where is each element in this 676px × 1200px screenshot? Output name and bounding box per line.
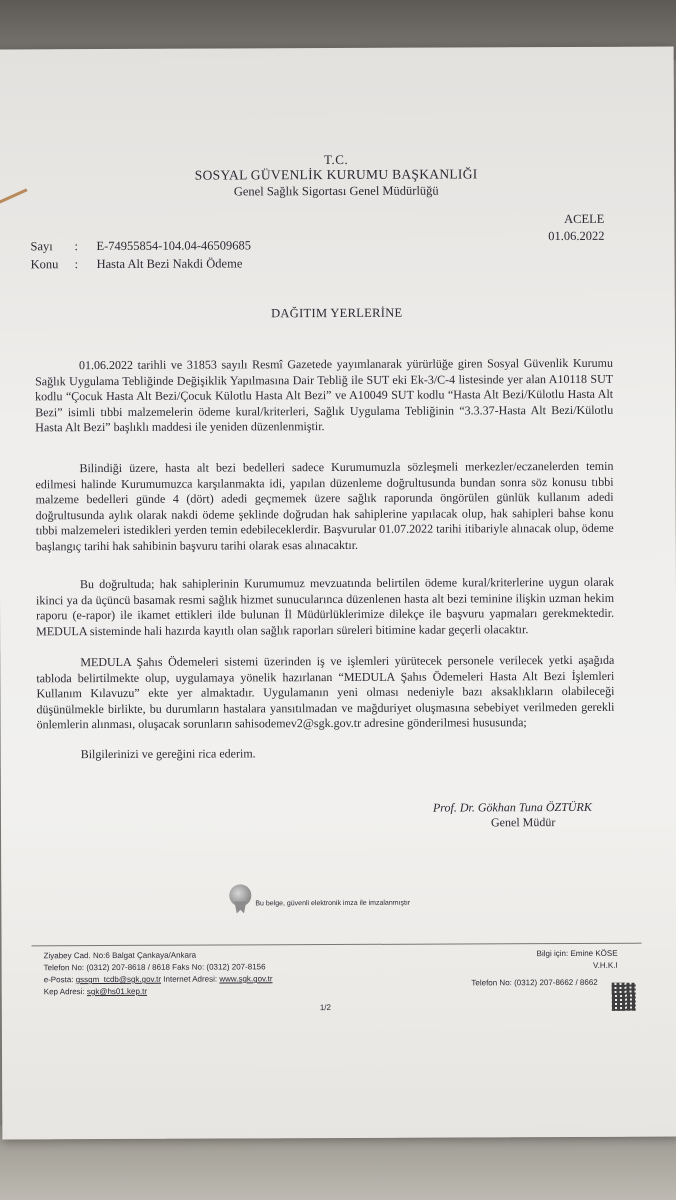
signer-title: Genel Müdür (490, 815, 556, 830)
page-number: 1/2 (319, 1003, 331, 1013)
info-line (537, 948, 618, 960)
footer-contact (44, 949, 273, 998)
seal-ribbon-icon (234, 901, 246, 913)
email-link[interactable]: gssgm_tcdb@sgk.gov.tr (75, 974, 162, 985)
kep-label: Kep Adresi: (43, 987, 85, 997)
web-link[interactable]: www.sgk.gov.tr (219, 974, 273, 984)
konu-label: Konu (30, 257, 59, 272)
priority-label: ACELE (564, 211, 605, 227)
sayi-colon: : (74, 239, 78, 254)
e-signature-note: Bu belge, güvenli elektronik imza ile imzalanmıştır (255, 899, 411, 908)
signer-name: Prof. Dr. Gökhan Tuna ÖZTÜRK (432, 799, 592, 815)
qr-code-icon (612, 983, 636, 1011)
footer-address: Ziyabey Cad. No:6 Balgat Çankaya/Ankara (43, 950, 197, 961)
meta-konu (31, 256, 243, 272)
footer-divider (32, 943, 642, 947)
contact-telephone: Telefon No: (0312) 207-8662 / 8662 (471, 977, 598, 988)
kep-link[interactable]: sgk@hs01.kep.tr (86, 986, 148, 997)
sayi-value: E-74955854-104.04-46509685 (96, 238, 252, 254)
footer-info (537, 948, 618, 972)
info-name: Emine KÖSE (570, 948, 618, 958)
web-label: Internet Adresi: (163, 974, 218, 984)
header-tc: T.C. (323, 151, 349, 168)
footer-tel-fax: Telefon No: (0312) 207-8618 / 8618 Faks No: (0312) 207-8156 (43, 962, 266, 973)
header-organization: SOSYAL GÜVENLİK KURUMU BAŞKANLIĞI (194, 166, 478, 183)
info-role: V.H.K.I (592, 960, 618, 970)
info-label: Bilgi için: (536, 948, 569, 959)
header-department: Genel Sağlık Sigortası Genel Müdürlüğü (233, 183, 439, 199)
footer-email-web (44, 973, 273, 986)
konu-value: Hasta Alt Bezi Nakdi Ödeme (96, 256, 243, 272)
meta-sayi (30, 238, 251, 254)
document-date: 01.06.2022 (548, 228, 605, 244)
body-paragraph-1: 01.06.2022 tarihli ve 31853 sayılı Resmî Gazetede yayımlanarak yürürlüğe giren Sosyal Güvenlik Kurumu Sağlık Uygulama Tebliğinde Değişiklik Yapılmasına Dair Tebliğ ile SUT eki Ek-3/C-4 listesinde yer alan A10118 SUT kodlu “Çocuk Hasta Alt Bezi/Çocuk Külotlu Hasta Alt Bezi” ve A10049 SUT kodlu “Hasta Alt Bezi/Külotlu Hasta Alt Bezi” isimli tıbbi malzemelerin ödeme kural/kriterleri, Sağlık Uygulama Tebliğinin “3.3.37-Hasta Alt Bezi/Külotlu Hasta Alt Bezi” başlıklı maddesi ile yeniden düzenlenmiştir. (35, 355, 614, 435)
document-page (0, 47, 676, 1140)
body-paragraph-4: MEDULA Şahıs Ödemeleri sistemi üzerinden iş ve işlemleri yürütecek personele verilecek yetki aşağıda tabloda belirtilmekte olup, uygulamaya yönelik hazırlanan “MEDULA Şahıs Ödemeleri Hasta Alt Bezi İşlemleri Kullanım Kılavuzu” ekte yer almaktadır. Uygulamanın yeni olması nedeniyle bazı aksaklıkların olabileceği düşünülmekle birlikte, bu durumların hastalara yansıtılmadan ve mağduriyet oluşmasına sebebiyet verilmeden gerekli önlemlerin alınması, oluşacak sorunların sahisodemev2@sgk.gov.tr adresine gönderilmesi hususunda; (36, 652, 615, 732)
body-paragraph-5: Bilgilerinizi ve gereğini rica ederim. (80, 746, 256, 762)
footer-kep (44, 985, 273, 998)
sayi-label: Sayı (30, 239, 53, 254)
email-label: e-Posta: (43, 975, 74, 985)
konu-colon: : (74, 257, 79, 272)
distribution-heading: DAĞITIM YERLERİNE (271, 305, 403, 321)
body-paragraph-2: Bilindiği üzere, hasta alt bezi bedelleri sadece Kurumumuzla sözleşmeli merkezler/eczanelerden temin edilmesi halinde Kurumumuzca karşılanmakta idi, yapılan düzenleme doğrultusunda bundan sonra söz konusu tıbbi malzeme bedelleri günde 4 (dört) adedi geçmemek üzere sağlık raporunda öngörülen günlük kullanım adedi doğrultusunda aylık olarak nakdi ödeme şeklinde doğrudan hak sahiplerine yapılacak olup, hak sahipleri bahse konu tıbbi malzemeleri istedikleri yerden temin edebileceklerdir. Başvurular 01.07.2022 tarihi itibariyle alınacak olup, ödeme başlangıç tarihi hak sahibinin başvuru tarihi olarak esas alınacaktır. (35, 458, 614, 554)
body-paragraph-3: Bu doğrultuda; hak sahiplerinin Kurumumuz mevzuatında belirtilen ödeme kural/kriterlerine uygun olarak ikinci ya da üçüncü basamak resmi sağlık hizmet sunucularınca düzenlenen hasta alt bezi teminine ilişkin uzman hekim raporu (e-rapor) ile ikamet ettikleri ilde bulunan İl Müdürlüklerimize dilekçe ile başvuru yapmaları gerekmektedir. MEDULA sisteminde hali hazırda kayıtlı olan sağlık raporları süreleri bitimine kadar geçerli olacaktır. (35, 574, 615, 639)
